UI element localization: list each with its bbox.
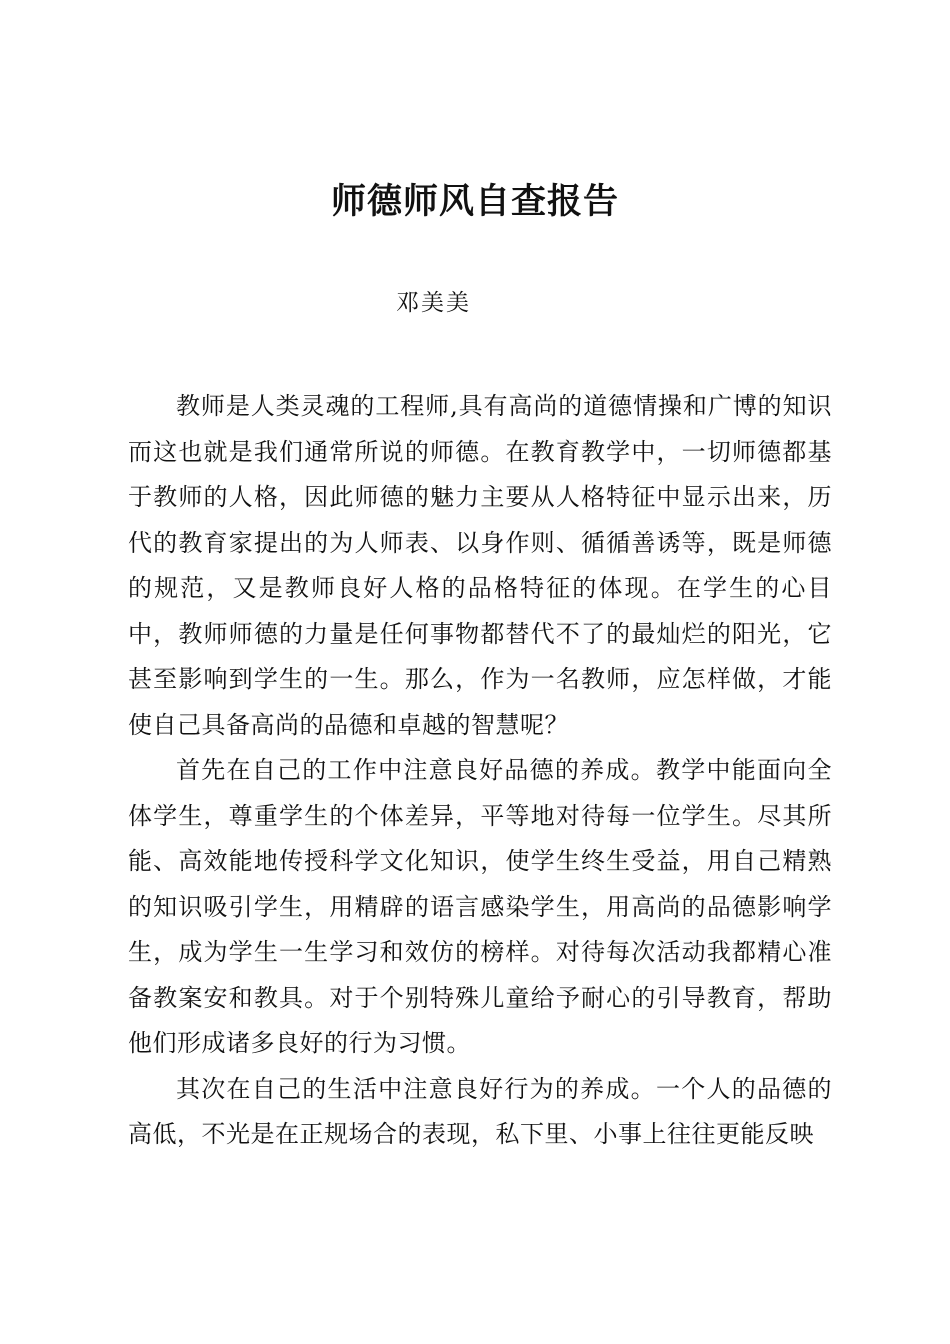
paragraph: 教师是人类灵魂的工程师,具有高尚的道德情操和广博的知识而这也就是我们通常所说的师德。在教育教学中，一切师德都基于教师的人格，因此师德的魅力主要从人格特征中显示出来，历代的教育家提出的为人师表、以身作则、循循善诱等，既是师德的规范，又是教师良好人格的品格特征的体现。在学生的心目中，教师师德的力量是任何事物都替代不了的最灿烂的阳光，它甚至影响到学生的一生。那么，作为一名教师，应怎样做，才能使自己具备高尚的品德和卓越的智慧呢？ <box>128 392 832 739</box>
paragraph: 首先在自己的工作中注意良好品德的养成。教学中能面向全体学生，尊重学生的个体差异，平等地对待每一位学生。尽其所能、高效能地传授科学文化知识，使学生终生受益，用自己精熟的知识吸引学生，用精辟的语言感染学生，用高尚的品德影响学生，成为学生一生学习和效仿的榜样。对待每次活动我都精心准备教案安和教具。对于个别特殊儿童给予耐心的引导教育，帮助他们形成诸多良好的行为习惯。 <box>128 756 832 1057</box>
document-body <box>128 384 832 1158</box>
paragraph: 其次在自己的生活中注意良好行为的养成。一个人的品德的高低，不光是在正规场合的表现，私下里、小事上往往更能反映 <box>128 1074 832 1148</box>
author-name: 邓美美 <box>396 290 471 316</box>
document-title: 师德师风自查报告 <box>330 182 619 222</box>
